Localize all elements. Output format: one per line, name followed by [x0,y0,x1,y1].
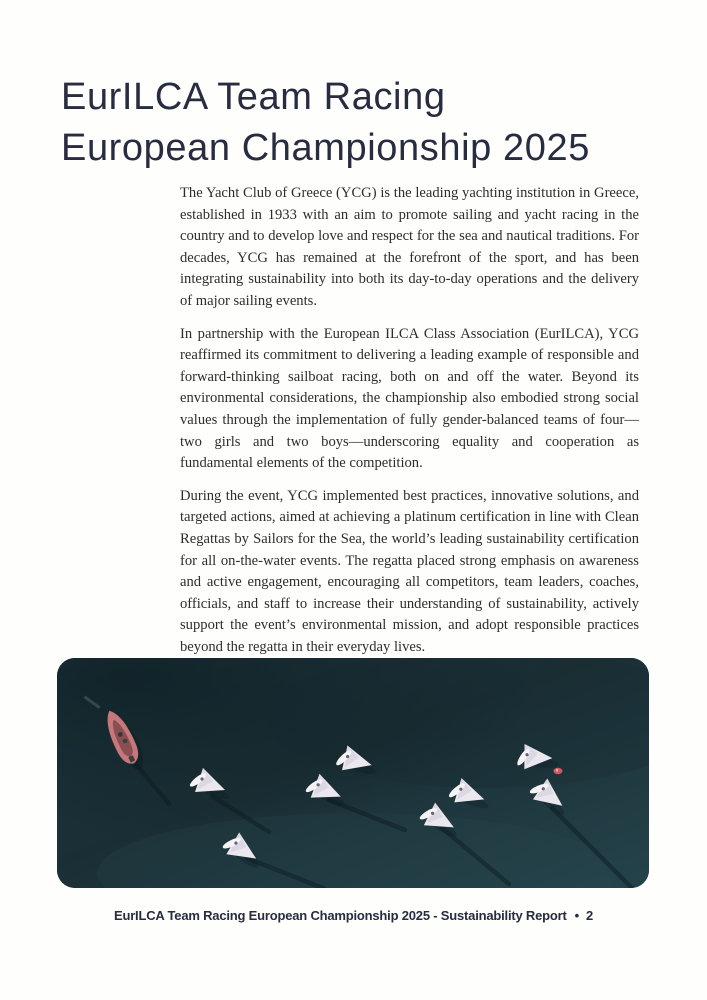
sailboats-aerial-illustration [57,658,649,888]
event-photo [57,658,649,888]
paragraph-eurilca-partnership: In partnership with the European ILCA Class Association (EurILCA), YCG reaffirmed its commitment to delivering a leading example of responsible and forward-thinking sailboat racing, both on and off the water. Beyond its environmental considerations, the championship also embodied strong social values through the implementation of fully gender-balanced teams of four—two girls and two boys—underscoring equality and cooperation as fundamental elements of the competition. [180,325,639,472]
body-text [180,183,639,669]
footer-text: EurILCA Team Racing European Championship 2025 - Sustainability Report [113,908,567,923]
page-footer [0,908,707,923]
footer-bullet: • [574,908,579,923]
paragraph-clean-regattas: During the event, YCG implemented best practices, innovative solutions, and targeted actions, aimed at achieving a platinum certification in line with Clean Regattas by Sailors for the Sea, the world’s leading sustainability certification for all on-the-water events. The regatta placed strong emphasis on awareness and active engagement, encouraging all competitors, team leaders, coaches, officials, and staff to increase their understanding of sustainability, actively support the event’s environmental mission, and adopt responsible practices beyond the regatta in their everyday lives. [180,487,639,655]
page-title [61,72,590,174]
page-title-line-2: European Championship 2025 [61,127,590,169]
page-title-line-1: EurILCA Team Racing [61,76,446,118]
paragraph-ycg-intro: The Yacht Club of Greece (YCG) is the leading yachting institution in Greece, established in 1933 with an aim to promote sailing and yacht racing in the country and to develop love and respect for the sea and nautical traditions. For decades, YCG has remained at the forefront of the sport, and has been integrating sustainability into both its day-to-day operations and the delivery of major sailing events. [180,185,639,309]
footer-page-number: 2 [585,908,594,923]
